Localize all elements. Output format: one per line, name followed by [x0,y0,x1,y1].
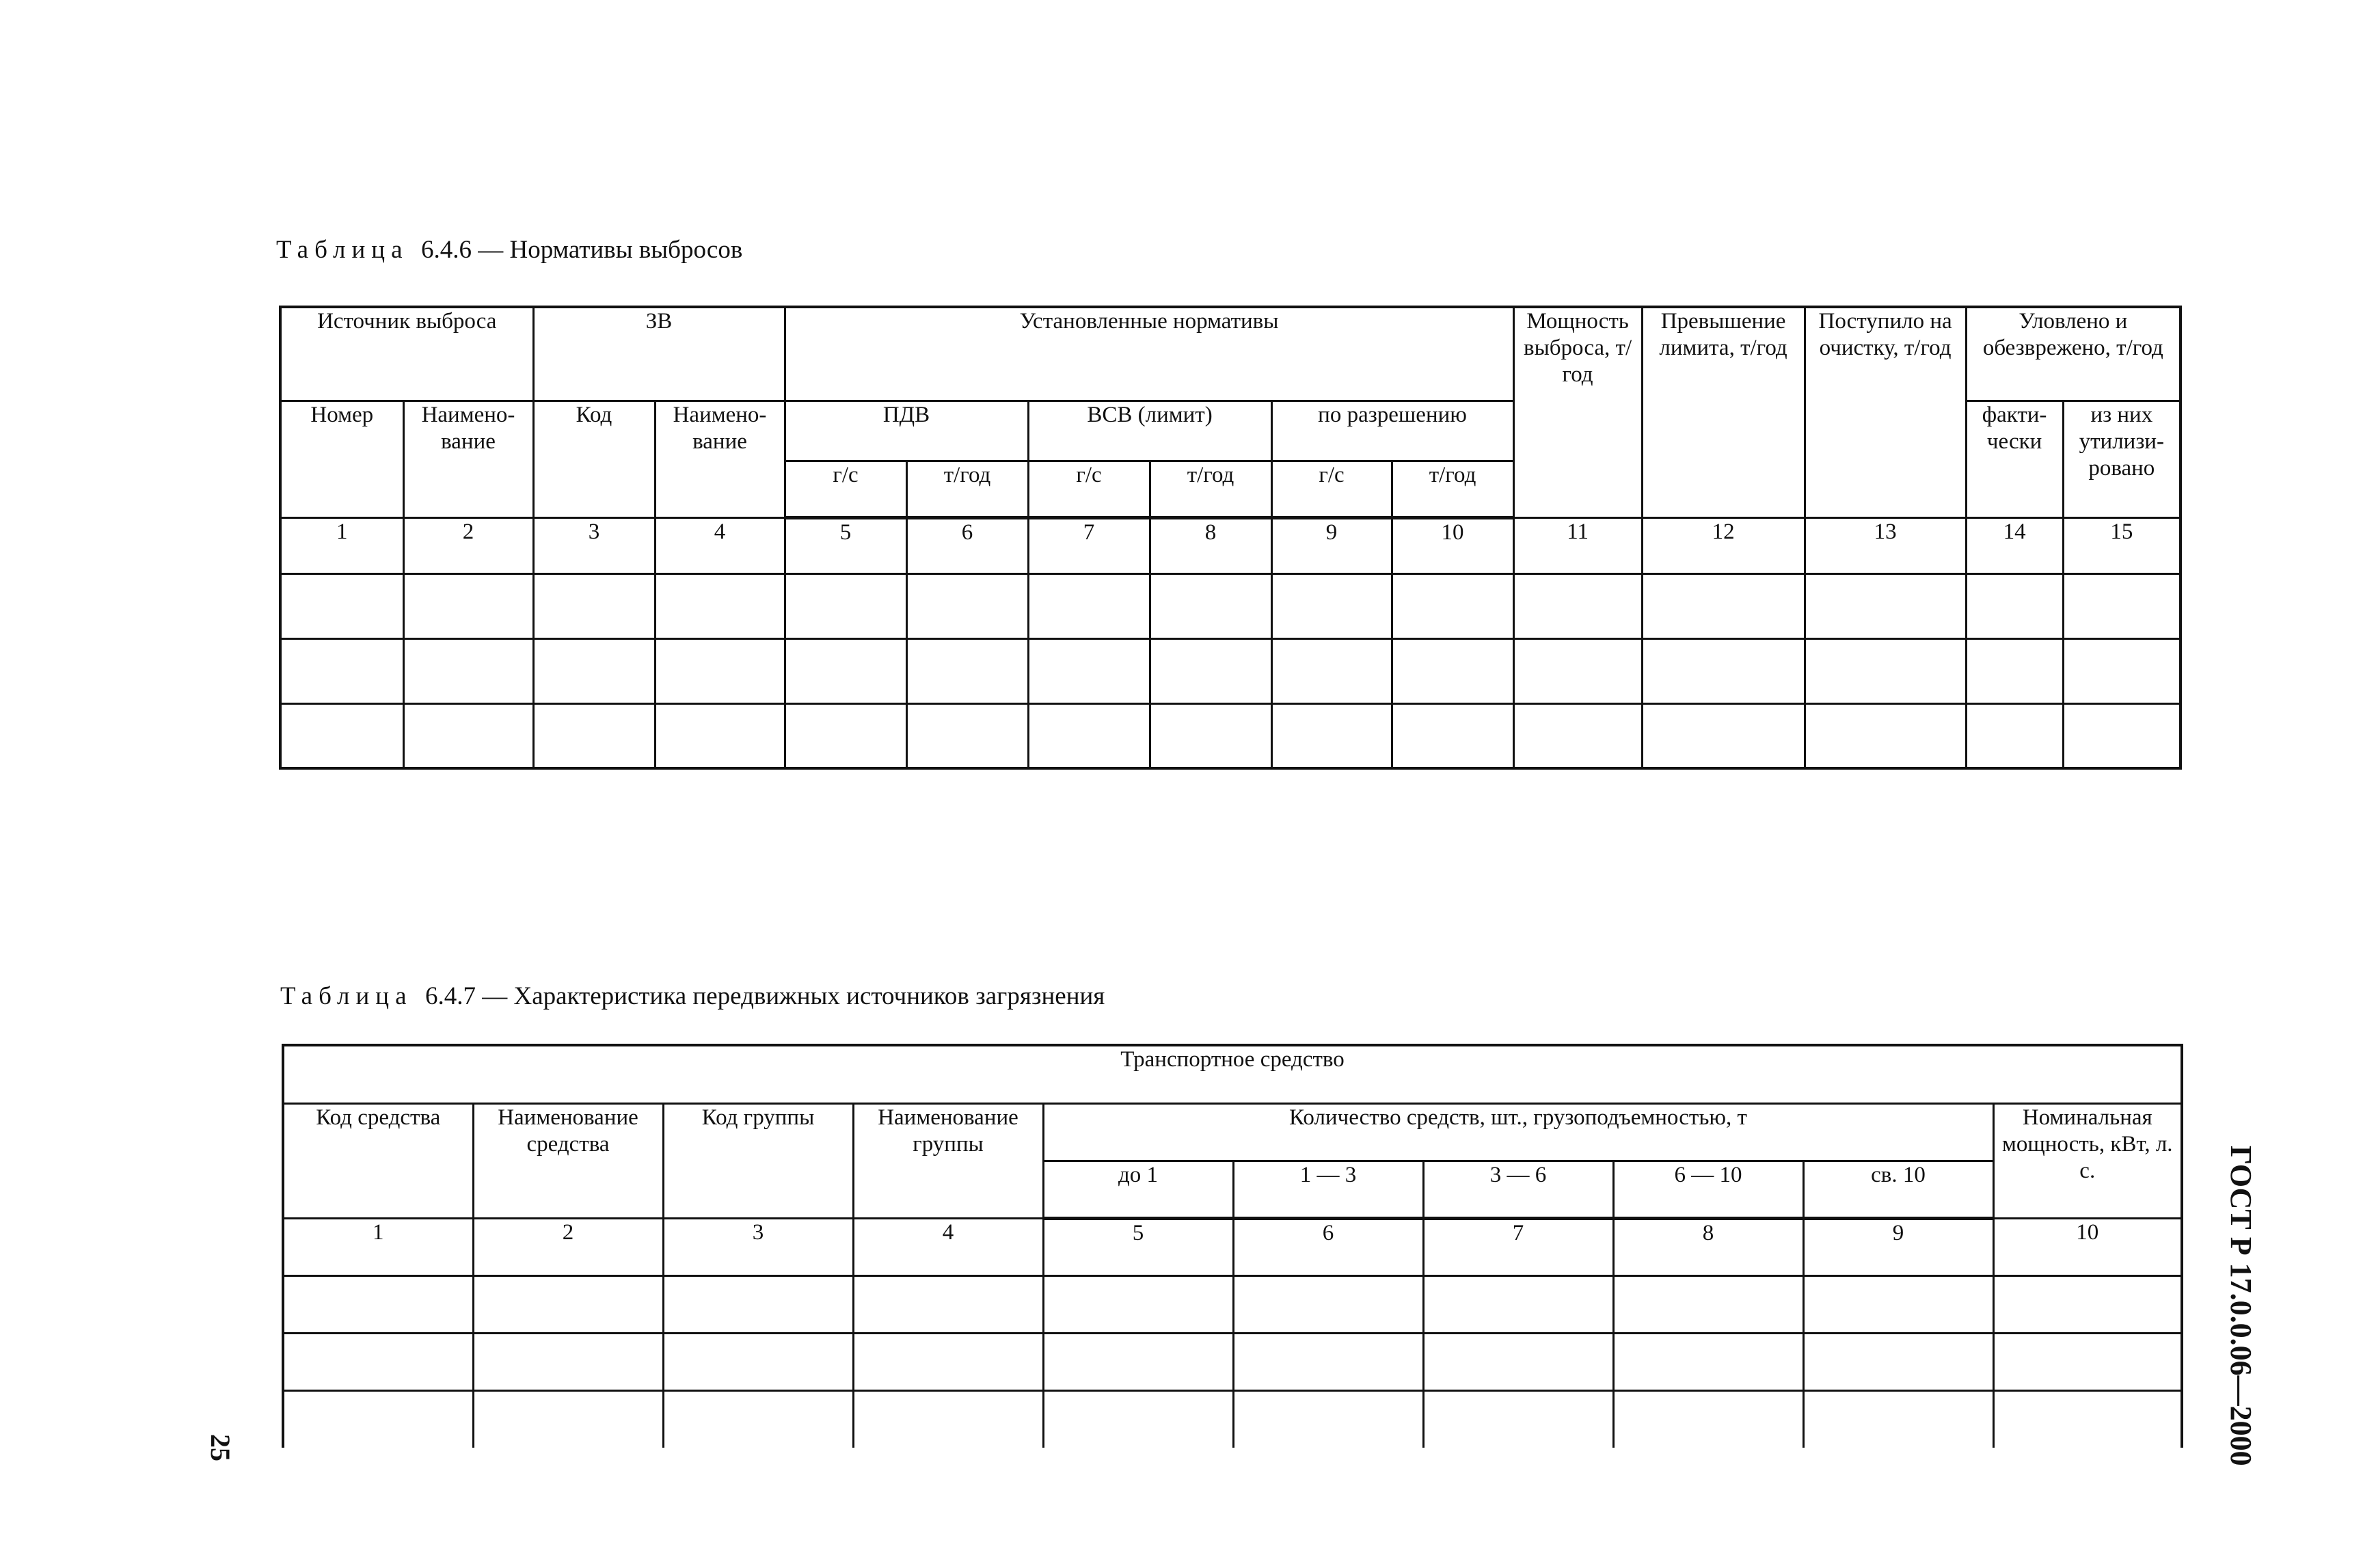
column-number: 12 [1642,517,1805,573]
caption-label: Таблица [276,236,409,264]
column-number: 5 [1043,1218,1233,1275]
column-number: 5 [785,517,906,573]
unit-vsv-gs: г/с [1028,461,1150,517]
header-received-cleaning: Поступило на очистку, т/год [1805,307,1966,517]
header-vsv-limit: ВСВ (лимит) [1028,401,1271,461]
capacity-range: 6 — 10 [1613,1161,1803,1218]
column-number: 10 [1392,517,1513,573]
header-vehicle-name: Наименование средства [473,1103,663,1218]
header-zv: ЗВ [533,307,785,401]
unit-pdv-gs: г/с [785,461,906,517]
header-pdv: ПДВ [785,401,1028,461]
header-captured-neutralized: Уловлено и обезврежено, т/год [1966,307,2181,401]
header-by-permit: по разрешению [1271,401,1513,461]
capacity-range: 1 — 3 [1233,1161,1423,1218]
header-group-code: Код группы [663,1103,853,1218]
column-number: 11 [1513,517,1642,573]
capacity-range: св. 10 [1803,1161,1993,1218]
column-number: 4 [655,517,785,573]
table-row [280,638,2181,703]
column-number: 9 [1271,517,1392,573]
column-number: 3 [663,1218,853,1275]
mobile-sources-table [282,1044,2183,1448]
unit-permit-tyear: т/год [1392,461,1513,517]
header-zv-code: Код [533,401,655,517]
table-caption-6-4-6 [276,235,742,265]
standard-designation: ГОСТ Р 17.0.0.06—2000 [2224,1146,2258,1466]
column-number: 15 [2063,517,2181,573]
column-number: 4 [853,1218,1043,1275]
unit-pdv-tyear: т/год [906,461,1028,517]
table-row [283,1390,2182,1448]
table-row [283,1333,2182,1390]
header-emission-source: Источник выброса [280,307,533,401]
header-source-number: Номер [280,401,403,517]
header-quantity-capacity: Количество средств, шт., грузоподъемностью, т [1043,1103,1993,1161]
column-number: 8 [1613,1218,1803,1275]
table-row [280,573,2181,638]
header-zv-name: Наимено- вание [655,401,785,517]
header-established-norms: Установленные нормативы [785,307,1513,401]
column-number: 1 [280,517,403,573]
column-number: 1 [283,1218,473,1275]
header-source-name: Наимено- вание [403,401,533,517]
column-number: 2 [473,1218,663,1275]
column-number: 14 [1966,517,2063,573]
header-nominal-power: Номинальная мощность, кВт, л. с. [1993,1103,2182,1218]
capacity-range: 3 — 6 [1423,1161,1613,1218]
table-row [280,703,2181,768]
column-number: 6 [1233,1218,1423,1275]
column-number: 8 [1150,517,1271,573]
header-actual: факти- чески [1966,401,2063,517]
capacity-range: до 1 [1043,1161,1233,1218]
unit-permit-gs: г/с [1271,461,1392,517]
column-number: 9 [1803,1218,1993,1275]
column-number: 10 [1993,1218,2182,1275]
header-group-name: Наименование группы [853,1103,1043,1218]
header-vehicle: Транспортное средство [283,1045,2182,1103]
caption-text: 6.4.7 — Характеристика передвижных источников загрязнения [425,982,1105,1010]
emission-norms-table [279,306,2182,770]
column-number: 7 [1423,1218,1613,1275]
header-vehicle-code: Код средства [283,1103,473,1218]
column-number: 6 [906,517,1028,573]
unit-vsv-tyear: т/год [1150,461,1271,517]
caption-text: 6.4.6 — Нормативы выбросов [421,236,743,264]
column-number: 13 [1805,517,1966,573]
header-emission-power: Мощность выброса, т/год [1513,307,1642,517]
table-caption-6-4-7 [280,982,1105,1012]
header-limit-excess: Превышение лимита, т/год [1642,307,1805,517]
column-number: 3 [533,517,655,573]
column-number: 7 [1028,517,1150,573]
page-number: 25 [205,1434,236,1461]
column-number: 2 [403,517,533,573]
table-row [283,1275,2182,1333]
caption-label: Таблица [280,982,413,1010]
header-utilized: из них утилизи- ровано [2063,401,2181,517]
